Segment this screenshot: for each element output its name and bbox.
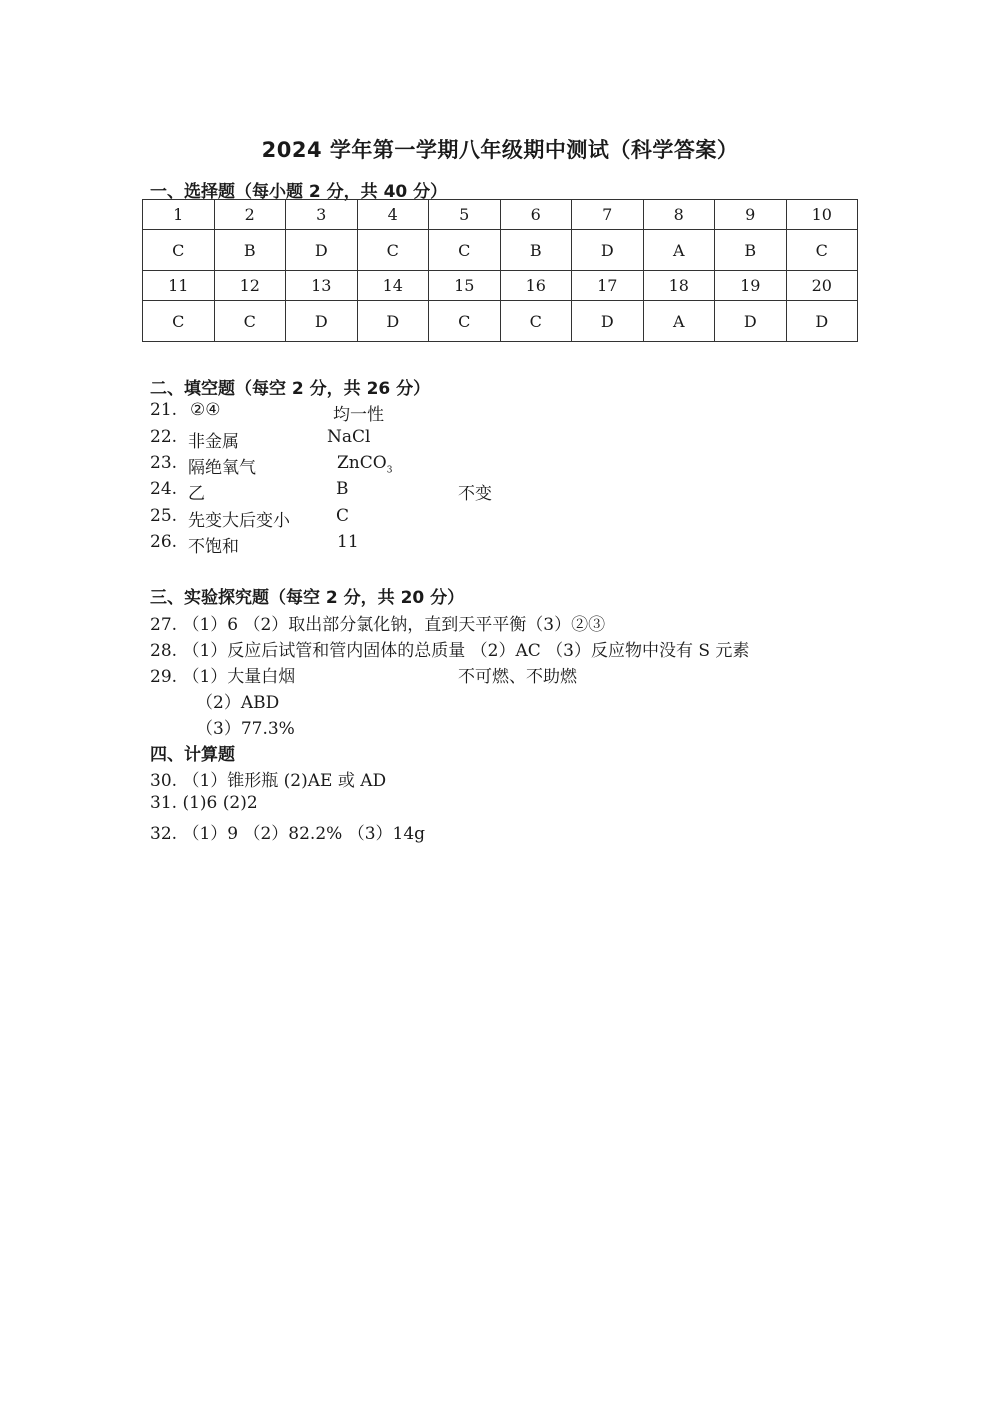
q24-answer-3: 不变 [458,484,492,504]
answer-cell: D [786,301,858,342]
q24-answer-1: 乙 [188,484,205,504]
answer-row [143,230,858,271]
answer-cell: B [715,230,787,271]
question-number-cell: 4 [357,200,429,230]
q31-answer: 31. (1)6 (2)2 [150,793,258,813]
question-number-cell: 7 [572,200,644,230]
question-number-cell: 10 [786,200,858,230]
q21-answer-2: 均一性 [333,405,384,425]
question-number-cell: 9 [715,200,787,230]
question-number-cell: 6 [500,200,572,230]
answer-cell: C [143,301,215,342]
q29-answer-3: （3）77.3% [196,719,295,739]
question-number-cell: 20 [786,271,858,301]
question-number-row [143,200,858,230]
q29-answer-1b: 不可燃、不助燃 [458,667,577,687]
question-number-cell: 17 [572,271,644,301]
q24-number: 24. [150,479,178,499]
question-number-cell: 13 [286,271,358,301]
q29-answer-1: 29. （1）大量白烟 [150,667,296,687]
q25-answer-1: 先变大后变小 [188,511,290,531]
answer-row [143,301,858,342]
question-number-cell: 1 [143,200,215,230]
answer-cell: D [572,301,644,342]
q25-number: 25. [150,506,178,526]
question-number-cell: 8 [643,200,715,230]
answer-cell: C [214,301,286,342]
q30-answer: 30. （1）锥形瓶 (2)AE 或 AD [150,771,387,791]
answer-cell: C [357,230,429,271]
question-number-cell: 2 [214,200,286,230]
q22-answer-2: NaCl [327,427,371,447]
q21-number: 21. [150,400,178,420]
answer-cell: D [286,301,358,342]
answer-cell: A [643,301,715,342]
question-number-cell: 12 [214,271,286,301]
q32-answer: 32. （1）9 （2）82.2% （3）14g [150,824,426,844]
section2-heading: 二、填空题（每空 2 分，共 26 分） [150,379,431,399]
answer-cell: B [214,230,286,271]
answer-cell: D [715,301,787,342]
q21-answer-1: ②④ [190,400,221,420]
question-number-cell: 11 [143,271,215,301]
question-number-cell: 5 [429,200,501,230]
answer-cell: C [143,230,215,271]
q29-answer-2: （2）ABD [196,693,280,713]
section1-heading: 一、选择题（每小题 2 分，共 40 分） [150,182,448,202]
answer-cell: C [786,230,858,271]
question-number-cell: 3 [286,200,358,230]
answer-cell: D [357,301,429,342]
answer-cell: C [500,301,572,342]
answer-cell: A [643,230,715,271]
answer-cell: B [500,230,572,271]
question-number-cell: 14 [357,271,429,301]
question-number-cell: 18 [643,271,715,301]
question-number-cell: 16 [500,271,572,301]
q22-answer-1: 非金属 [188,432,239,452]
q24-answer-2: B [336,479,349,499]
q25-answer-2: C [336,506,350,526]
answer-cell: C [429,230,501,271]
q23-answer-2: ZnCO$_3$ [337,453,393,476]
q23-answer-1: 隔绝氧气 [188,458,256,478]
answer-cell: C [429,301,501,342]
section4-heading: 四、计算题 [150,745,235,765]
q26-answer-1: 不饱和 [188,537,239,557]
question-number-cell: 15 [429,271,501,301]
page-title: 2024 学年第一学期八年级期中测试（科学答案） [261,138,739,162]
answer-cell: D [572,230,644,271]
question-number-cell: 19 [715,271,787,301]
section3-heading: 三、实验探究题（每空 2 分，共 20 分） [150,588,465,608]
q27-answer: 27. （1）6 （2）取出部分氯化钠，直到天平平衡（3）②③ [150,615,606,635]
answer-cell: D [286,230,358,271]
q28-answer: 28. （1）反应后试管和管内固体的总质量 （2）AC （3）反应物中没有 S 元素 [150,641,750,661]
question-number-row [143,271,858,301]
q26-number: 26. [150,532,178,552]
q26-answer-2: 11 [337,532,359,552]
q23-number: 23. [150,453,178,473]
q22-number: 22. [150,427,178,447]
multiple-choice-answer-table [142,199,858,342]
